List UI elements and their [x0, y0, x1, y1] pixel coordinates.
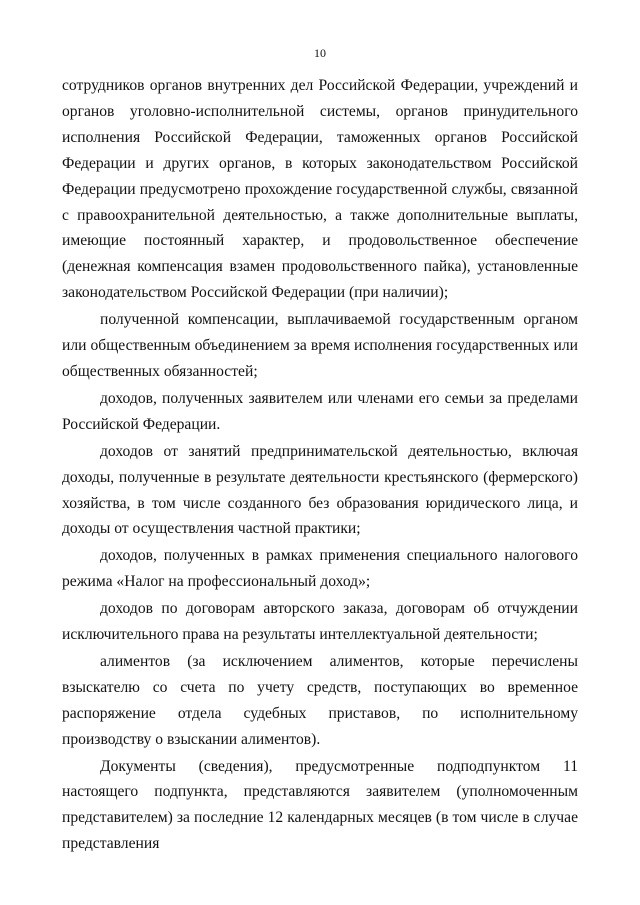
paragraph-2: полученной компенсации, выплачиваемой государственным органом или общественным объединением за время исполнения государственных или общественных обязанностей; [62, 311, 578, 380]
paragraph-8: Документы (сведения), предусмотренные подподпунктом 11 настоящего подпункта, представляются заявителем (уполномоченным представителем) за последние 12 календарных месяцев (в том числе в случае представления [62, 757, 578, 853]
paragraph-6: доходов по договорам авторского заказа, договорам об отчуждении исключительного права на результаты интеллектуальной деятельности; [62, 600, 578, 644]
page-number: 10 [314, 46, 326, 60]
paragraph-4: доходов от занятий предпринимательской деятельностью, включая доходы, полученные в результате деятельности крестьянского (фермерского) хозяйства, в том числе созданного без образования юридического лица, и доходы от осуществления частной практики; [62, 442, 578, 538]
paragraph-3: доходов, полученных заявителем или членами его семьи за пределами Российской Федерации. [62, 389, 578, 433]
paragraph-5: доходов, полученных в рамках применения специального налогового режима «Налог на профессиональный доход»; [62, 547, 578, 591]
paragraph-7: алиментов (за исключением алиментов, которые перечислены взыскателю со счета по учету средств, поступающих во временное распоряжение отдела судебных приставов, по исполнительному производству о взыскании алиментов). [62, 652, 578, 748]
paragraph-1: сотрудников органов внутренних дел Российской Федерации, учреждений и органов уголовно-исполнительной системы, органов принудительного исполнения Российской Федерации, таможенных органов Российской Федерации и других органов, в которых законодательством Российской Федерации предусмотрено прохождение государственной службы, связанной с правоохранительной деятельностью, а также дополнительные выплаты, имеющие постоянный характер, и продовольственное обеспечение (денежная компенсация взамен продовольственного пайка), установленные законодательством Российской Федерации (при наличии); [62, 77, 578, 302]
